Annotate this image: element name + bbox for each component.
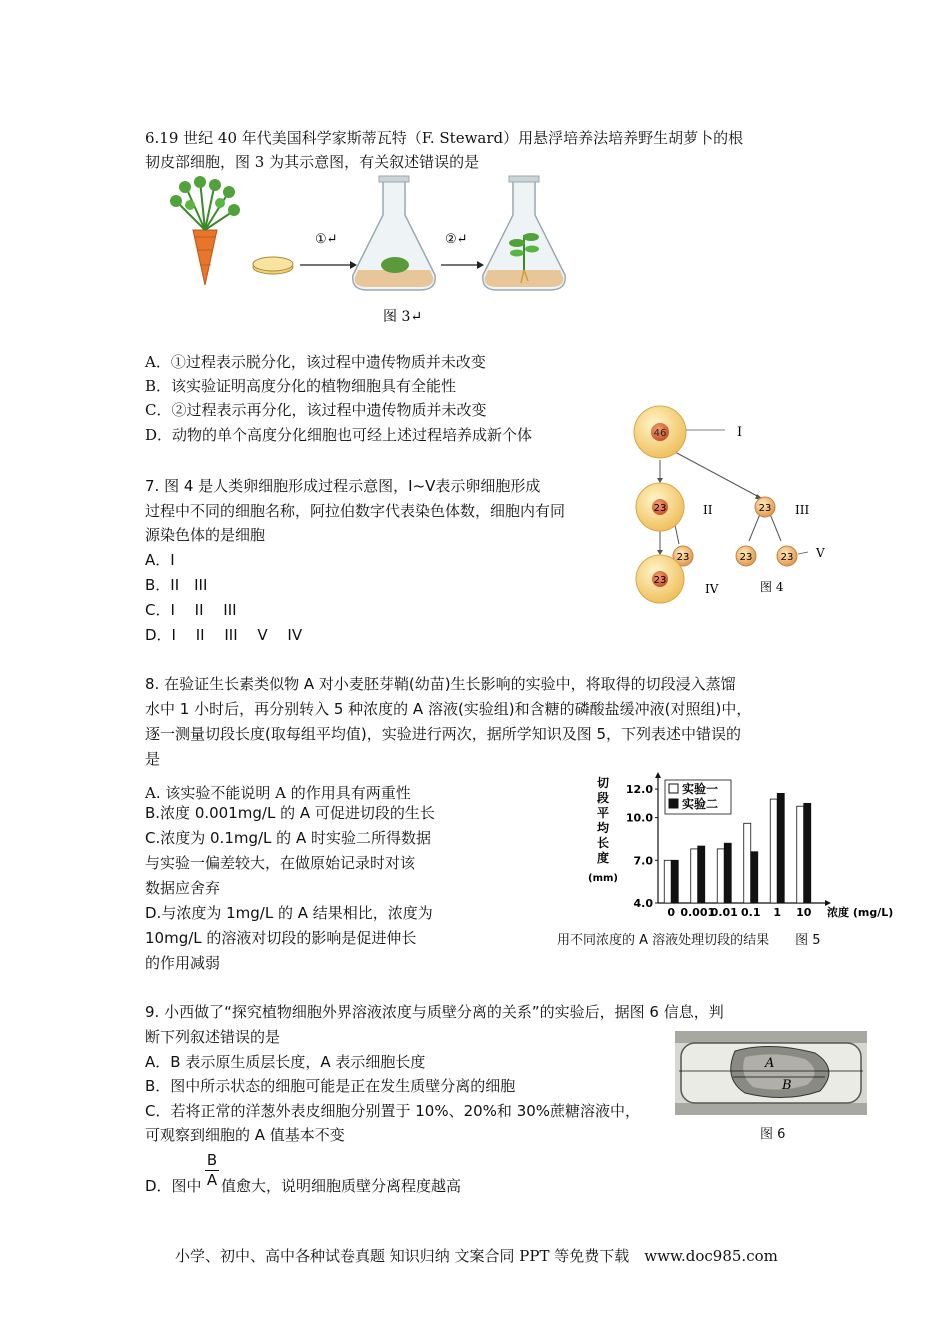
x-axis-label: 浓度 (mg/L) — [827, 906, 894, 919]
x-tick-label: 0.1 — [741, 906, 761, 919]
q6-option-c: C．②过程表示再分化，该过程中遗传物质并未改变 — [145, 401, 487, 419]
q8-stem-line3: 逐一测量切段长度(取每组平均值)，实验进行两次，据所学知识及图 5，下列表述中错误的 — [145, 725, 742, 743]
flask-plantlet-icon — [483, 176, 565, 290]
q6-stem-line2: 韧皮部细胞，图 3 为其示意图，有关叙述错误的是 — [145, 153, 480, 171]
polar-body-3-count: 23 — [780, 552, 794, 563]
legend-swatch — [669, 784, 678, 793]
y-axis-label-char: 切 — [596, 776, 610, 790]
cell-I-count: 46 — [653, 428, 667, 439]
q9-option-b: B．图中所示状态的细胞可能是正在发生质壁分离的细胞 — [145, 1077, 516, 1095]
bar-experiment-1 — [744, 823, 751, 903]
y-axis-label-char: 均 — [596, 821, 610, 835]
q6-option-a: A．①过程表示脱分化，该过程中遗传物质并未改变 — [145, 353, 486, 371]
figure-5-caption: 用不同浓度的 A 溶液处理切段的结果 图 5 — [557, 933, 821, 948]
carrot-icon — [170, 176, 240, 285]
bar-experiment-1 — [797, 806, 804, 903]
q8-stem-line2: 水中 1 小时后，再分别转入 5 种浓度的 A 溶液(实验组)和含糖的磷酸盐缓冲液(对照组)中， — [145, 700, 752, 718]
bar-experiment-2 — [724, 843, 731, 903]
bar-experiment-1 — [691, 849, 698, 903]
cell-IV-count: 23 — [653, 575, 667, 586]
label-IV: IV — [705, 582, 719, 596]
cell-III-count: 23 — [758, 503, 772, 514]
y-axis-arrow — [655, 772, 661, 778]
q6-stem-line1: 6.19 世纪 40 年代美国科学家斯蒂瓦特（F. Steward）用悬浮培养法培养野生胡萝卜的根 — [145, 129, 744, 147]
label-B: B — [782, 1078, 792, 1093]
q9-option-c-line2: 可观察到细胞的 A 值基本不变 — [145, 1126, 345, 1144]
q8-option-d-line3: 的作用减弱 — [145, 954, 221, 972]
step1-label: ①↵ — [315, 232, 338, 247]
legend-label: 实验一 — [682, 782, 719, 796]
q8-option-b: B.浓度 0.001mg/L 的 A 可促进切段的生长 — [145, 804, 435, 822]
polar-body-1-count: 23 — [676, 552, 690, 563]
y-tick-label: 10.0 — [625, 811, 653, 825]
figure-3-caption: 图 3↵ — [383, 309, 423, 325]
bar-experiment-2 — [751, 852, 758, 903]
bar-experiment-2 — [698, 846, 705, 903]
x-tick-label: 1 — [773, 906, 782, 919]
figure-5-chart — [585, 770, 894, 925]
y-axis-label-char: 平 — [596, 806, 610, 820]
label-III: III — [795, 503, 810, 517]
figure-4 — [625, 402, 840, 607]
q8-stem-line4: 是 — [145, 750, 161, 768]
figure-3 — [145, 175, 595, 325]
y-axis-label-char: 度 — [596, 851, 610, 865]
q6-option-d: D．动物的单个高度分化细胞也可经上述过程培养成新个体 — [145, 426, 533, 444]
q7-option-d: D．I II III V IV — [145, 626, 303, 644]
y-tick-label: 4.0 — [633, 897, 653, 910]
bar-experiment-1 — [770, 799, 777, 903]
q8-option-d-line2: 10mg/L 的溶液对切段的影响是促进伸长 — [145, 929, 417, 947]
x-tick-label: 0 — [667, 906, 676, 919]
y-axis-unit: (mm) — [588, 873, 618, 884]
q8-option-d-line1: D.与浓度为 1mg/L 的 A 结果相比，浓度为 — [145, 904, 433, 922]
q8-stem-line1: 8. 在验证生长素类似物 A 对小麦胚芽鞘(幼苗)生长影响的实验中，将取得的切段浸入蒸馏 — [145, 675, 736, 693]
bar-experiment-1 — [664, 860, 671, 903]
petri-dish-icon — [253, 257, 293, 274]
bar-experiment-2 — [671, 860, 678, 903]
q9-stem-line2: 断下列叙述错误的是 — [145, 1028, 281, 1046]
q9-option-d-prefix: D．图中 — [145, 1177, 202, 1195]
q8-option-c-line1: C.浓度为 0.1mg/L 的 A 时实验二所得数据 — [145, 829, 431, 847]
figure-3-drawing — [145, 175, 595, 325]
q6-option-b: B．该实验证明高度分化的植物细胞具有全能性 — [145, 377, 457, 395]
x-tick-label: 0.001 — [680, 906, 716, 919]
fraction-numerator: B — [206, 1151, 218, 1169]
x-tick-label: 0.01 — [710, 906, 738, 919]
q9-stem-line1: 9. 小西做了“探究植物细胞外界溶液浓度与质壁分离的关系”的实验后，据图 6 信息，判 — [145, 1003, 724, 1021]
x-tick-label: 10 — [796, 906, 812, 919]
q8-option-a: A. 该实验不能说明 A 的作用具有两重性 — [145, 784, 411, 802]
label-A: A — [765, 1056, 775, 1071]
bar-experiment-2 — [777, 793, 784, 903]
fraction-denominator: A — [206, 1171, 218, 1189]
flask-callus-icon — [353, 176, 435, 290]
q7-option-b: B．II III — [145, 576, 208, 594]
q7-option-c: C．I II III — [145, 601, 237, 619]
figure-6-caption: 图 6 — [760, 1127, 786, 1142]
q8-option-c-line3: 数据应舍弃 — [145, 879, 221, 897]
q8-option-c-line2: 与实验一偏差较大，在做原始记录时对该 — [145, 854, 416, 872]
polar-body-2-count: 23 — [739, 552, 753, 563]
bar-experiment-2 — [804, 803, 811, 903]
y-tick-label: 12.0 — [625, 783, 653, 797]
y-axis-label-char: 段 — [596, 791, 610, 805]
footer-text: 小学、初中、高中各种试卷真题 知识归纳 文案合同 PPT 等免费下载 www.doc985.com — [175, 1247, 778, 1265]
figure-5-svg — [585, 770, 894, 925]
q9-option-c-line1: C．若将正常的洋葱外表皮细胞分别置于 10%、20%和 30%蔗糖溶液中， — [145, 1102, 641, 1120]
q7-stem-line1: 7. 图 4 是人类卵细胞形成过程示意图，I~V表示卵细胞形成 — [145, 477, 541, 495]
label-I: I — [737, 425, 743, 440]
bar-experiment-1 — [717, 849, 724, 903]
figure-4-caption: 图 4 — [760, 580, 784, 594]
q9-option-d-suffix: 值愈大，说明细胞质壁分离程度越高 — [221, 1177, 462, 1195]
step2-label: ②↵ — [445, 232, 468, 247]
legend-swatch — [669, 799, 678, 808]
label-II: II — [703, 503, 713, 517]
q7-stem-line3: 源染色体的是细胞 — [145, 526, 266, 544]
cell-II-count: 23 — [653, 503, 667, 514]
y-axis-label-char: 长 — [596, 836, 610, 850]
q9-option-a: A．B 表示原生质层长度，A 表示细胞长度 — [145, 1053, 426, 1071]
q7-stem-line2: 过程中不同的细胞名称，阿拉伯数字代表染色体数，细胞内有同 — [145, 502, 566, 520]
q7-option-a: A．I — [145, 551, 175, 569]
y-tick-label: 7.0 — [633, 854, 653, 868]
figure-6 — [675, 1031, 867, 1115]
legend-label: 实验二 — [682, 797, 719, 811]
label-V: V — [816, 546, 825, 560]
